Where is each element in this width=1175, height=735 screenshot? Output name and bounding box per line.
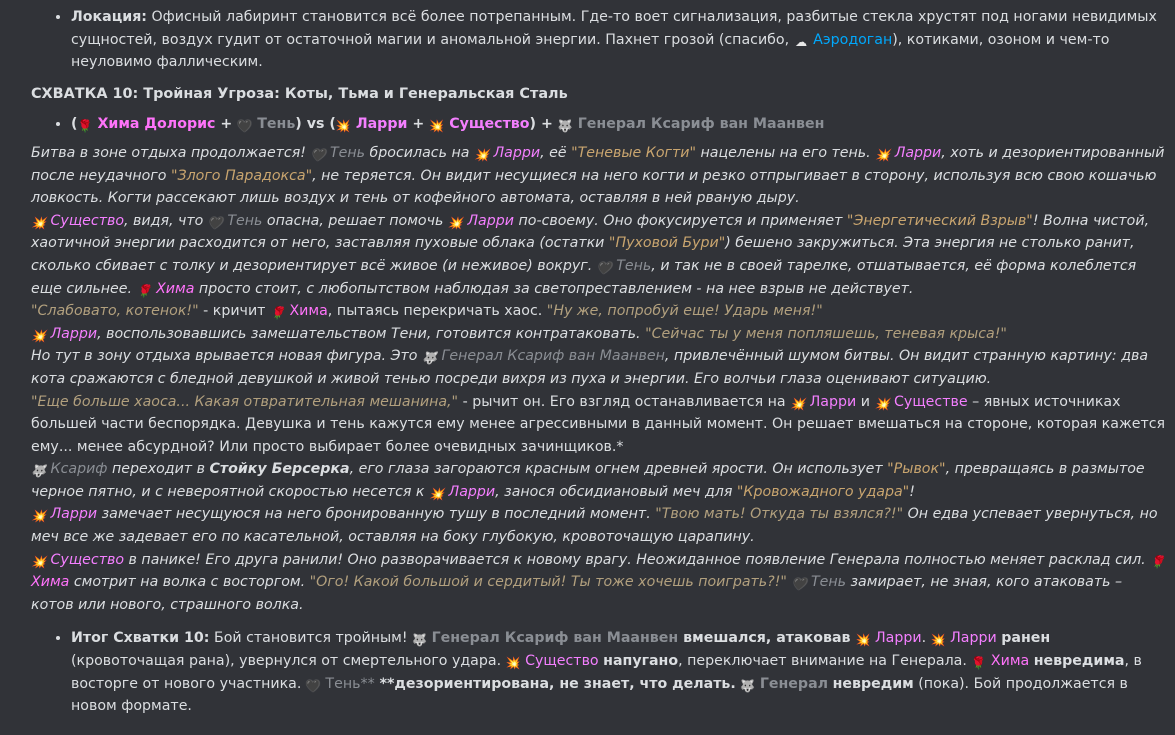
black-heart-icon: 🖤 [791,577,807,592]
text: , хоть и дезориентированный после неудачного [31,144,1165,184]
message-content [0,6,1175,735]
text: опасна, решает помочь [262,212,448,229]
summary-item [71,627,1167,717]
name-hima-dolores: Хима Долорис [97,116,216,133]
wolf-icon: 🐺 [557,119,573,134]
para-2 [31,210,1167,300]
quote: "Злого Парадокса" [170,167,313,184]
quote: "Теневые Когти" [571,144,697,161]
name-larri: Ларри [950,630,997,647]
collision-icon: 💥 [930,633,946,648]
text: в панике! Его друга ранили! Оно разворачивается к новому врагу. Неожиданное появление Генерала полностью меняет расклад сил. [124,551,1151,568]
black-heart-icon: 🖤 [596,260,612,275]
text: , воспользовавшись замешательством Тени, готовится контратаковать. [97,325,646,342]
rose-icon: 🌹 [269,306,285,321]
plus-sign: + [220,116,233,133]
bold-term: Стойку Берсерка [209,461,350,478]
para-4 [31,323,1167,346]
name-larri: Ларри [355,116,408,133]
wolf-icon: 🐺 [421,351,437,366]
plus-sign: + [412,116,425,133]
mention-aerodogan[interactable]: Аэродоган [813,31,893,48]
status-napugano: напугано [603,653,679,670]
text: , превращаясь в размытое черное пятно, и с невероятной скоростью несется к [31,461,1145,500]
participants-item [71,113,1167,136]
name-sushchestvo: Существо [449,116,530,133]
text: (пока). Бой продолжается в новом формате. [71,675,1128,715]
name-ten: Тень [330,144,366,161]
name-larri: Ларри [809,393,857,410]
name-hima: Хима [156,280,195,297]
name-ten: Тень [810,574,846,591]
text: - кричит [198,303,270,320]
quote: "Сейчас ты у меня попляшешь, теневая крыса!" [645,325,1007,342]
paren-close: ) [529,116,537,133]
collision-icon: 💥 [429,119,445,134]
name-ksarif: Ксариф [50,461,108,478]
collision-icon: 💥 [875,147,891,162]
name-sushchestvo: Существо [525,653,599,670]
paren-open: ( [71,116,78,133]
cloud-icon: ☁ [795,34,808,49]
collision-icon: 💥 [505,656,521,671]
quote: "Слабовато, котенок!" [31,303,199,320]
name-larri: Ларри [467,212,514,229]
name-larri: Ларри [50,325,98,342]
text: , переключает внимание на Генерала. [678,653,972,670]
name-ten: Тень [257,116,296,133]
name-general: Генерал Ксариф ван Маанвен [577,116,825,133]
location-item [71,6,1167,74]
text: **дезориентирована, [374,675,560,692]
name-sushchestvo: Существо [50,551,125,568]
collision-icon: 💥 [31,215,46,230]
name-larri: Ларри [874,630,922,647]
para-1 [31,142,1167,210]
para-8 [31,503,1167,548]
name-sushchestve: Существе [894,393,968,410]
paren-close: ) [295,116,302,133]
text: , её [540,144,572,161]
vs-text: vs [306,116,325,133]
name-larri: Ларри [448,483,496,500]
para-6 [31,391,1167,459]
rose-icon: 🌹 [1150,554,1166,569]
black-heart-icon: 🖤 [310,147,326,162]
text: , его глаза загораются красным огнем древней ярости. Он использует [349,461,888,478]
text: , и так не в своей тарелке, отшатывается, её форма колеблется еще сильнее. [31,257,1137,297]
quote: "Энергетический Взрыв" [846,212,1033,229]
text: – явных источниках большей части беспорядка. Девушка и тень кажутся ему менее агрессивными в данный момент. Он решает вмешаться на стороне, которая кажется ему... менее абсурдной? Или просто выбирает более очевидных зачинщиков.* [31,393,1166,455]
name-hima: Хима [31,574,70,591]
black-heart-icon: 🖤 [237,119,253,134]
black-heart-icon: 🖤 [207,215,223,230]
para-9 [31,549,1167,617]
collision-icon: 💥 [447,215,463,230]
name-general-short: Генерал [759,675,829,692]
quote: "Кровожадного удара" [736,483,910,500]
wolf-icon: 🐺 [740,678,756,693]
battle-heading: СХВАТКА 10: Тройная Угроза: Коты, Тьма и Генеральская Сталь [31,85,568,102]
location-list [31,6,1167,74]
text: ! [909,483,915,500]
para-3 [31,300,1167,323]
wolf-icon: 🐺 [31,464,46,479]
location-label: Локация: [71,9,147,25]
text: вмешался, атаковав [678,630,856,647]
collision-icon: 💥 [335,119,351,134]
quote: "Пуховой Бури" [608,235,726,252]
text: , видя, что [124,212,208,229]
rose-icon: 🌹 [77,119,93,134]
collision-icon: 💥 [31,554,46,569]
location-text-1: Офисный лабиринт становится всё более потрепанным. Где-то воет сигнализация, разбитые стекла хрустят под ногами невидимых сущностей, воздух гудит от остаточной магии и аномальной энергии. Пахнет грозой (спасибо, [71,9,1157,48]
text: Бой становится тройным! [209,630,413,647]
name-hima: Хима [990,653,1030,670]
quote: "Твою мать! Откуда ты взялся?!" [655,506,904,523]
name-ten: Тень [227,212,263,229]
quote: "Ого! Какой большой и сердитый! Ты тоже хочешь поиграть?!" [309,574,787,591]
text: . [921,630,931,647]
text: , привлечённый шумом битвы. Он видит странную картину: два кота сражаются с бледной девушкой и живой тенью посреди вихря из пуха и энергии. Его волчьи глаза оценивают ситуацию. [31,348,1149,387]
name-ten: Тень [325,675,361,692]
quote: "Ну же, попробуй еще! Ударь меня!" [546,303,823,320]
text: переходит в [107,461,210,478]
rose-icon: 🌹 [971,656,987,671]
quote: "Рывок" [887,461,946,478]
text: смотрит на волка с восторгом. [69,574,310,591]
name-larri: Ларри [50,506,98,523]
text: ! Волна чистой, хаотичной энергии расходится от него, заставляя пуховые облака (остатки [31,212,1150,252]
text: нацелены на его тень. [696,144,876,161]
paren-open: ( [329,116,336,133]
name-general: Генерал Ксариф ван Маанвен [441,348,665,365]
summary-list [31,627,1167,717]
text: , пытаясь перекричать хаос. [327,303,547,320]
name-hima: Хима [289,303,328,320]
collision-icon: 💥 [855,633,871,648]
stars: ** [360,675,375,692]
quote: "Еще больше хаоса... Какая отвратительная мешанина," [31,393,459,410]
name-larri: Ларри [493,144,541,161]
collision-icon: 💥 [429,486,444,501]
black-heart-icon: 🖤 [305,678,321,693]
text: замечает несущуюся на него бронированную тушу в последний момент. [97,506,656,523]
status-nevredima: невредима [1033,653,1125,670]
status-ne-znaet: не знает, что делать. [559,675,736,692]
narrative [31,142,1167,616]
participants-list [31,113,1167,136]
text: просто стоит, с любопытством наблюдая за светопреставлением - на нее взрыв не действует. [194,280,914,297]
summary-label: Итог Схватки 10: [71,630,210,647]
text: по-своему. Оно фокусируется и применяет [514,212,847,229]
name-larri: Ларри [894,144,942,161]
collision-icon: 💥 [790,396,806,411]
name-sushchestvo: Существо [50,212,125,229]
text: бросилась на [365,144,474,161]
text: , в восторге от нового участника. [71,653,1142,692]
collision-icon: 💥 [874,396,890,411]
status-ranen: ранен [1001,630,1051,647]
name-ten: Тень [616,257,652,274]
location-text-2: ), котиками, озоном и чем-то неуловимо фаллическим. [71,31,1110,71]
collision-icon: 💥 [31,328,46,343]
name-general: Генерал Ксариф ван Маанвен [431,630,679,647]
collision-icon: 💥 [31,509,46,524]
text: - рычит он. Его взгляд останавливается на [458,393,791,410]
text: Но тут в зону отдыха врывается новая фигура. Это [31,348,422,365]
wolf-icon: 🐺 [412,633,428,648]
text: , не теряется. Он видит несущиеся на него когти и резко отпрыгивает в сторону, используя всю свою кошачью ловкость. Когти рассекают лишь воздух и тень от кофейного автомата, оставляя в ней рваную дыру. [31,167,1157,207]
status-nevredim: невредим [832,675,914,692]
para-5 [31,345,1167,390]
text: Он едва успевает увернуться, но меч все же задевает его по касательной, оставляя на боку глубокую, кровоточащую царапину. [31,506,1158,546]
text: Битва в зоне отдыха продолжается! [31,144,311,161]
text: ) бешено закружиться. Эта энергия не столько ранит, сколько сбивает с толку и дезориентирует всё живое (и неживое) вокруг. [31,235,1135,274]
para-7 [31,458,1167,503]
plus-sign: + [540,116,553,133]
text: , занося обсидиановый меч для [495,483,737,500]
text: замирает, не зная, кого атаковать – котов или нового, страшного волка. [31,574,1123,613]
collision-icon: 💥 [473,147,489,162]
text: и [856,393,875,410]
rose-icon: 🌹 [136,283,152,298]
text: (кровоточащая рана), увернулся от смертельного удара. [71,653,506,670]
